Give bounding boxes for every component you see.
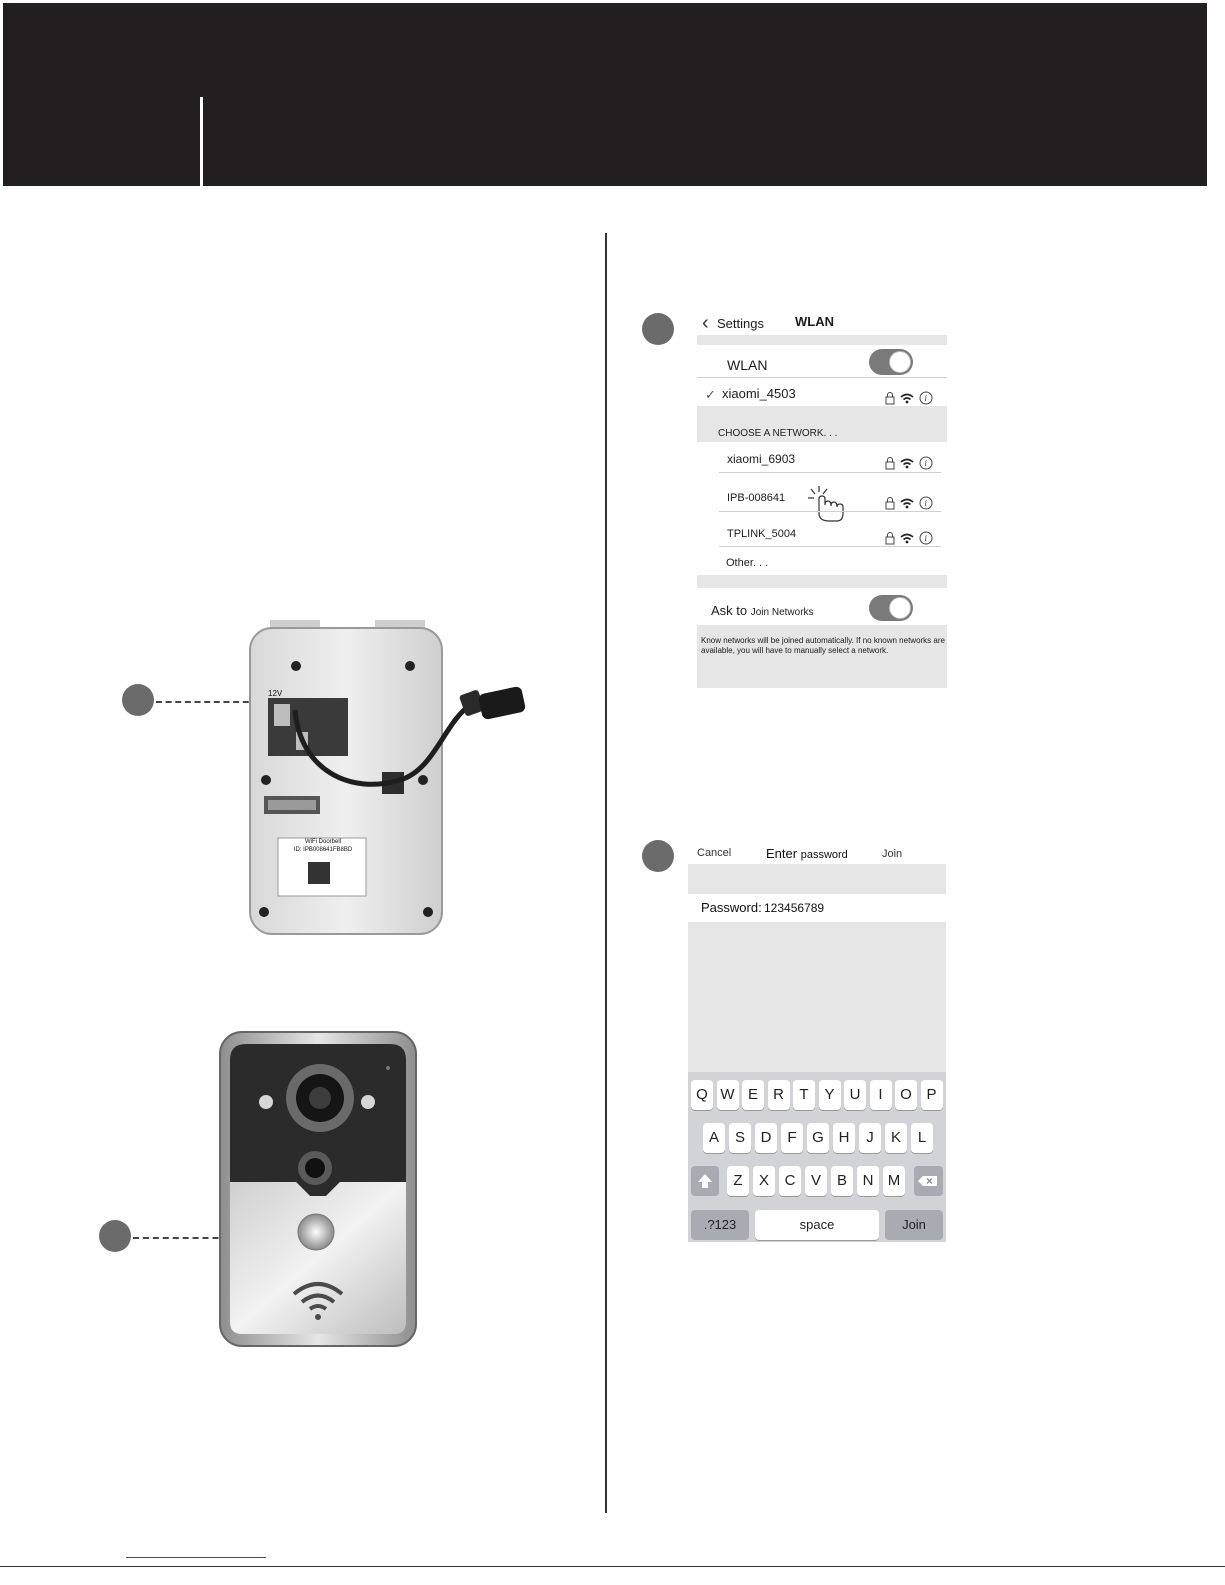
step-marker-wlan (642, 313, 674, 345)
key-v[interactable]: V (805, 1166, 827, 1196)
key-e[interactable]: E (742, 1080, 764, 1110)
key-u[interactable]: U (844, 1080, 866, 1110)
key-o[interactable]: O (895, 1080, 917, 1110)
back-chevron-icon[interactable]: ‹ (702, 312, 709, 334)
key-h[interactable]: H (833, 1123, 855, 1153)
page-header-bar (3, 3, 1207, 186)
key-p[interactable]: P (921, 1080, 943, 1110)
ask-join-band-top (697, 575, 947, 588)
key-i[interactable]: I (870, 1080, 892, 1110)
key-b[interactable]: B (831, 1166, 853, 1196)
key-c[interactable]: C (779, 1166, 801, 1196)
network-item-1[interactable]: xiaomi_6903 (727, 452, 796, 466)
shift-arrow-icon (691, 1166, 719, 1196)
key-f[interactable]: F (781, 1123, 803, 1153)
ask-join-toggle[interactable] (869, 595, 913, 621)
key-n[interactable]: N (857, 1166, 879, 1196)
password-field-label: Password: (701, 900, 762, 915)
ask-join-label: Ask to Join Networks (711, 603, 814, 618)
sticker-title: WiFi Doorbell (304, 839, 341, 845)
column-divider (605, 233, 607, 1513)
space-key[interactable]: space (755, 1210, 879, 1240)
backspace-key[interactable] (914, 1166, 943, 1196)
key-m[interactable]: M (883, 1166, 905, 1196)
network-item-3[interactable]: TPLINK_5004 (727, 528, 797, 540)
footer-link-underline (126, 1557, 266, 1558)
key-l[interactable]: L (911, 1123, 933, 1153)
key-g[interactable]: G (807, 1123, 829, 1153)
wlan-settings-screen (697, 303, 947, 688)
key-w[interactable]: W (717, 1080, 739, 1110)
network-status-icons (885, 531, 935, 545)
voltage-label: 12V (268, 689, 283, 698)
wlan-page-title: WLAN (795, 314, 834, 329)
wlan-top-band (697, 335, 947, 345)
sticker-id: ID: IPB008641FB8BD (293, 847, 353, 853)
key-d[interactable]: D (755, 1123, 777, 1153)
backspace-icon (914, 1166, 943, 1196)
password-top-band (688, 864, 946, 894)
numbers-key[interactable]: .?123 (691, 1210, 749, 1240)
network-status-icons (885, 456, 935, 470)
wlan-toggle-label: WLAN (727, 357, 768, 373)
doorbell-back-illustration (240, 620, 540, 940)
step-marker-back-power (122, 684, 154, 716)
key-z[interactable]: Z (727, 1166, 749, 1196)
other-network-item[interactable]: Other. . . (726, 557, 769, 569)
cancel-button[interactable]: Cancel (697, 847, 732, 859)
connected-network-name[interactable]: xiaomi_4503 (722, 386, 796, 401)
network-status-icons (885, 496, 935, 510)
choose-network-header: CHOOSE A NETWORK. . . (718, 428, 838, 439)
step-marker-password (642, 840, 674, 872)
key-q[interactable]: Q (691, 1080, 713, 1110)
footnote-band (697, 625, 947, 688)
key-j[interactable]: J (859, 1123, 881, 1153)
wlan-footnote: Know networks will be joined automatically. If no known networks are available, you will have to manually select a network. (701, 636, 945, 655)
doorbell-front-illustration (218, 1030, 418, 1348)
svg-text:i: i (924, 499, 928, 508)
connected-checkmark-icon: ✓ (705, 387, 716, 402)
join-button[interactable]: Join (882, 848, 903, 860)
svg-text:i: i (924, 534, 928, 543)
wlan-toggle[interactable] (869, 349, 913, 375)
key-r[interactable]: R (768, 1080, 790, 1110)
password-field[interactable] (688, 894, 946, 922)
network-item-2[interactable]: IPB-008641 (727, 492, 786, 504)
tap-hand-icon (805, 485, 847, 523)
svg-text:i: i (924, 394, 928, 403)
key-y[interactable]: Y (819, 1080, 841, 1110)
password-empty-area (688, 922, 946, 1072)
key-x[interactable]: X (753, 1166, 775, 1196)
password-field-value: 123456789 (764, 901, 825, 915)
key-k[interactable]: K (885, 1123, 907, 1153)
password-dialog-title: Enter password (766, 846, 848, 861)
svg-text:i: i (924, 459, 928, 468)
key-s[interactable]: S (729, 1123, 751, 1153)
step-marker-front-button (99, 1220, 131, 1252)
enter-password-screen (688, 842, 946, 1242)
keyboard (688, 1072, 946, 1242)
header-divider (200, 97, 203, 186)
key-t[interactable]: T (793, 1080, 815, 1110)
back-button[interactable]: Settings (717, 316, 764, 331)
keyboard-join-key[interactable]: Join (885, 1210, 943, 1240)
shift-key[interactable] (691, 1166, 719, 1196)
footer-rule (0, 1566, 1225, 1567)
network-status-icons (885, 391, 935, 405)
key-a[interactable]: A (703, 1123, 725, 1153)
